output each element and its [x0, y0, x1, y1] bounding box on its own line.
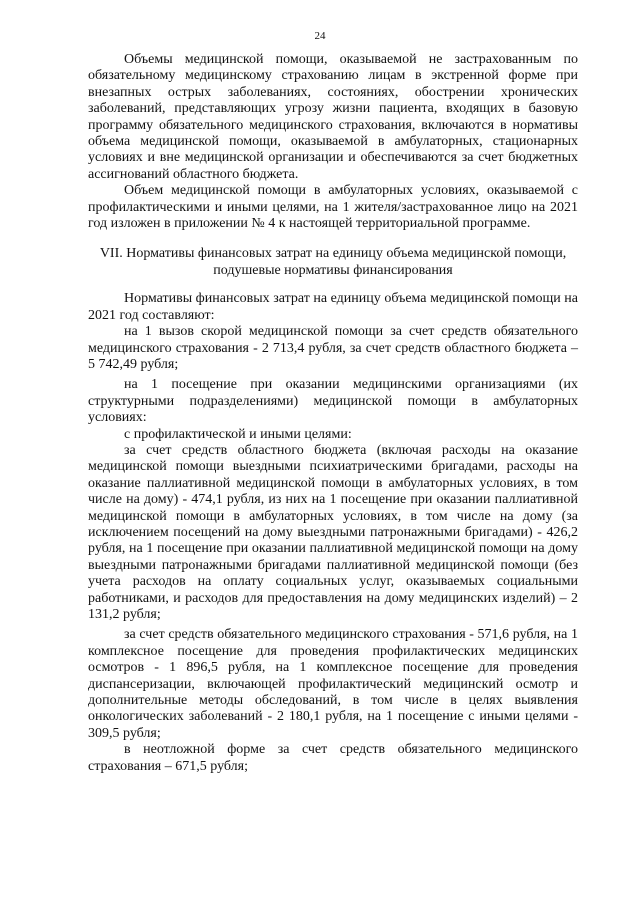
section-heading: VII. Нормативы финансовых затрат на единицу объема медицинской помощи, подушевые нормативы финансирования [99, 246, 567, 278]
document-body [88, 52, 578, 775]
page-number: 24 [314, 30, 326, 42]
paragraph-cost-standards-intro: Нормативы финансовых затрат на единицу объема медицинской помощи на 2021 год составляют: [88, 291, 578, 323]
paragraph-emergency-uninsured: Объемы медицинской помощи, оказываемой не застрахованным по обязательному медицинскому страхованию лицам в экстренной форме при внезапных острых заболеваниях, состояниях, обострении хронических заболеваний, представляющих угрозу жизни пациента, входящих в базовую программу обязательного медицинского страхования, включаются в нормативы объема медицинской помощи, оказываемой в амбулаторных, стационарных условиях и вне медицинской организации и обеспечиваются за счет бюджетных ассигнований областного бюджета. [88, 52, 578, 182]
paragraph-regional-budget: за счет средств областного бюджета (включая расходы на оказание медицинской помощи выездными психиатрическими бригадами, расходы на оказание паллиативной медицинской помощи в амбулаторных условиях, в том числе на дому) - 474,1 рубля, из них на 1 посещение при оказании паллиативной медицинской помощи в амбулаторных условиях, в том числе на дому (за исключением посещений на дому выездными патронажными бригадами) - 426,2 рубля, на 1 посещение при оказании паллиативной медицинской помощи на дому выездными патронажными бригадами паллиативной медицинской помощи (без учета расходов на оплату социальных услуг, оказываемых социальными работниками, и расходов для предоставления на дому медицинских изделий) – 2 131,2 рубля; [88, 442, 578, 622]
paragraph-ambulatory-volume: Объем медицинской помощи в амбулаторных условиях, оказываемой с профилактическими и иными целями, на 1 жителя/застрахованное лицо на 2021 год изложен в приложении № 4 к настоящей территориальной программе. [88, 183, 578, 232]
paragraph-ambulance-call: на 1 вызов скорой медицинской помощи за счет средств обязательного медицинского страхования - 2 713,4 рубля, за счет средств областного бюджета – 5 742,49 рубля; [88, 324, 578, 372]
paragraph-urgent-form: в неотложной форме за счет средств обязательного медицинского страхования – 671,5 рубля; [88, 742, 578, 774]
paragraph-outpatient-visit: на 1 посещение при оказании медицинскими организациями (их структурными подразделениями) медицинской помощи в амбулаторных условиях: [88, 377, 578, 426]
paragraph-mandatory-insurance: за счет средств обязательного медицинского страхования - 571,6 рубля, на 1 комплексное посещение для проведения профилактических медицинских осмотров - 1 896,5 рубля, на 1 комплексное посещение для проведения диспансеризации, включающей профилактический медицинский осмотр и дополнительные методы обследований, в том числе в целях выявления онкологических заболеваний - 2 180,1 рубля, на 1 посещение с иными целями - 309,5 рубля; [88, 627, 578, 741]
paragraph-preventive-purposes: с профилактической и иными целями: [124, 426, 352, 442]
